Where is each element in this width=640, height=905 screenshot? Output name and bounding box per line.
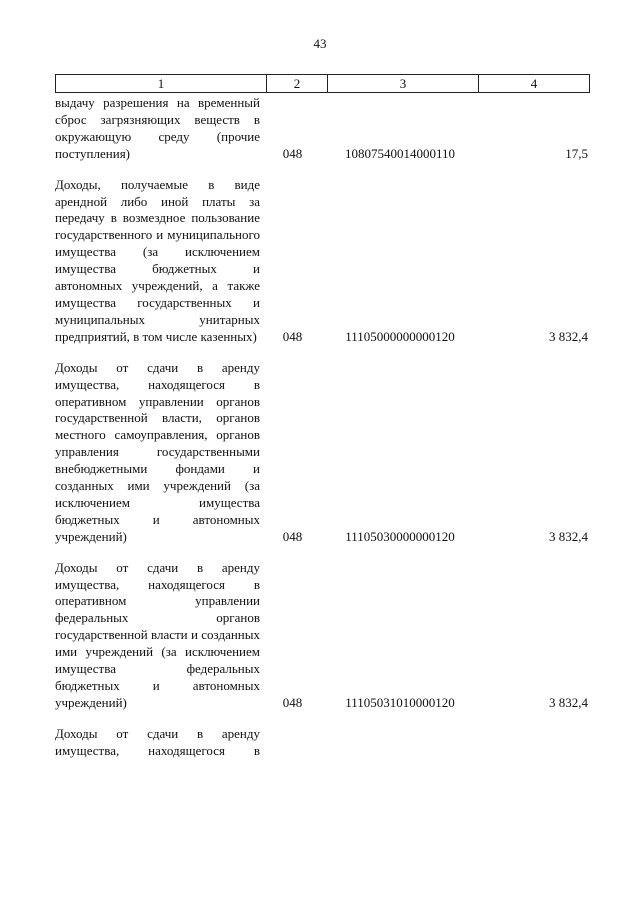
row-description: Доходы от сдачи в аренду имущества, находящегося в оперативном управлении федеральных органов государственной власти и созданных ими учреждений (за исключением имущества федеральных бюджетных и автономных учреждений) xyxy=(55,559,260,710)
row-amount: 3 832,4 xyxy=(549,694,588,710)
row-admin-code: 048 xyxy=(282,328,303,344)
column-header-4: 4 xyxy=(530,76,538,91)
revenue-table xyxy=(55,74,590,774)
row-description: Доходы, получаемые в виде арендной либо иной платы за передачу в возмездное пользование государственного и муниципального имущества (за исключением имущества бюджетных и автономных учреждений, а также имущества государственных и муниципальных унитарных предприятий, в том числе казенных) xyxy=(55,176,260,344)
row-classification-code: 11105030000000120 xyxy=(345,528,455,544)
row-amount: 3 832,4 xyxy=(549,528,588,544)
row-classification-code: 10807540014000110 xyxy=(344,145,456,161)
row-admin-code: 048 xyxy=(282,528,303,544)
row-admin-code: 048 xyxy=(282,694,303,710)
row-admin-code: 048 xyxy=(282,145,303,161)
page-number: 43 xyxy=(313,36,327,51)
table-row xyxy=(55,360,590,546)
column-header-2: 2 xyxy=(267,75,328,92)
row-description: Доходы от сдачи в аренду имущества, находящегося в xyxy=(55,725,260,758)
table-row xyxy=(55,726,590,760)
row-classification-code: 11105031010000120 xyxy=(345,694,455,710)
row-classification-code: 11105000000000120 xyxy=(345,328,455,344)
column-header-3: 3 xyxy=(328,75,479,92)
table-header xyxy=(55,74,590,93)
table-row xyxy=(55,560,590,712)
table-row xyxy=(55,177,590,346)
row-description: выдачу разрешения на временный сброс загрязняющих веществ в окружающую среду (прочие поступления) xyxy=(55,95,260,161)
table-row xyxy=(55,95,590,163)
row-description: Доходы от сдачи в аренду имущества, находящегося в оперативном управлении органов государственной власти, органов местного самоуправления, органов управления государственными внебюджетными фондами и созданных ими учреждений (за исключением имущества бюджетных и автономных учреждений) xyxy=(55,359,260,544)
row-amount: 3 832,4 xyxy=(549,328,588,344)
column-header-1: 1 xyxy=(56,75,267,92)
row-amount: 17,5 xyxy=(565,145,588,161)
